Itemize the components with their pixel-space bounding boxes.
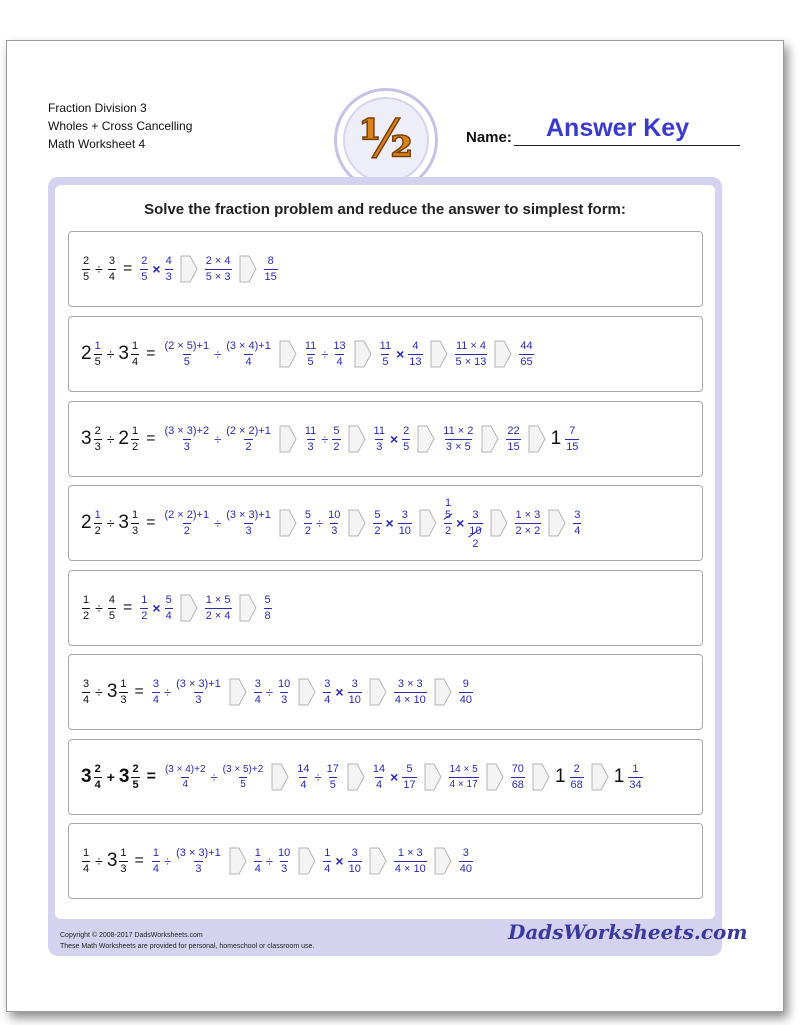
- step-arrow-icon: [424, 763, 442, 791]
- fraction: $\frac{11 \times 2}{3 \times 5}$: [443, 425, 474, 453]
- fraction: $\frac{8}{15}$: [264, 255, 277, 283]
- fraction: $\frac{2}{5}$: [403, 425, 410, 453]
- fraction: $\frac{5}{2}$: [374, 509, 381, 537]
- name-label: Name:: [466, 129, 512, 146]
- step-arrow-icon: [417, 425, 435, 453]
- equals-sign: =: [146, 345, 156, 362]
- problem-row: 3 $\frac{2}{4}$ + 3 $\frac{2}{5}$ = $\frac{(3 \times 4)+2}{4}$ ÷ $\frac{(3 \times 5)+2}{5}$ $\frac{14}{4}$ ÷ $\frac{17}{5}$ $\frac{14}{4}$ × $\frac{5}{17}$ $\frac{14 \times 5}{4 \times 17}$ $\frac{70}{68}$ 1 $\frac{2}{68}$ 1 $\frac{1}{34}$: [81, 763, 642, 791]
- fraction: $\frac{1}{4}$: [254, 847, 261, 875]
- fraction: $\frac{10}{3}$: [278, 847, 291, 875]
- step-arrow-icon: [229, 678, 247, 706]
- multiply-sign: ×: [390, 769, 399, 785]
- fraction: $\frac{3 \times 3}{4 \times 10}$: [394, 678, 426, 706]
- fraction: $\frac{(2 \times 5)+1}{5}$: [164, 340, 210, 368]
- divide-sign: ÷: [315, 515, 324, 531]
- divide-sign: ÷: [321, 431, 329, 447]
- step-arrow-icon: [532, 763, 550, 791]
- worksheet-info: [48, 99, 192, 153]
- fraction: $\frac{(3 \times 4)+1}{4}$: [226, 340, 271, 368]
- fraction: $\frac{1}{3}$: [131, 509, 139, 537]
- fraction: $\frac{17}{5}$: [326, 763, 339, 791]
- problems-panel: [48, 177, 748, 956]
- equals-sign: =: [134, 683, 144, 700]
- step-arrow-icon: [548, 509, 566, 537]
- fraction: $\frac{2}{5}$: [83, 255, 90, 283]
- fraction: $\frac{11}{3}$: [373, 425, 385, 453]
- fraction: $\frac{70}{68}$: [511, 763, 524, 791]
- equals-sign: =: [122, 260, 133, 277]
- fraction: $\frac{1}{3}$: [120, 847, 127, 875]
- divide-sign: ÷: [106, 431, 115, 447]
- fraction: $\frac{5}{2}$: [333, 425, 340, 453]
- equals-sign: =: [146, 514, 156, 531]
- fraction: $\frac{5}{8}$: [264, 594, 271, 622]
- step-arrow-icon: [369, 847, 387, 875]
- step-arrow-icon: [434, 847, 452, 875]
- step-arrow-icon: [434, 678, 452, 706]
- step-arrow-icon: [348, 509, 366, 537]
- plus-sign: +: [106, 769, 115, 785]
- fraction: $\frac{2 \times 4}{5 \times 3}$: [205, 255, 231, 283]
- step-arrow-icon: [180, 594, 198, 622]
- problem-row: [81, 571, 274, 645]
- divide-sign: ÷: [265, 853, 274, 869]
- problem-box: [68, 739, 703, 815]
- fraction: $\frac{3}{4}$: [108, 255, 115, 283]
- fraction: $\frac{2}{5}$: [141, 255, 148, 283]
- step-arrow-icon: [348, 425, 366, 453]
- fraction: $\frac{7}{15}$: [566, 425, 579, 453]
- fraction: $\frac{10}{3}$: [328, 509, 341, 537]
- divide-sign: ÷: [106, 346, 115, 362]
- fraction: $\frac{5}{4}$: [165, 594, 172, 622]
- fraction: $\frac{3}{4}$: [254, 678, 261, 706]
- fraction: $\frac{1}{3}$: [120, 678, 127, 706]
- fraction: $\frac{1}{4}$: [152, 847, 159, 875]
- step-arrow-icon: [430, 340, 448, 368]
- fraction: $\frac{44}{65}$: [520, 340, 533, 368]
- multiply-sign: ×: [335, 853, 344, 869]
- answer-key-text: Answer Key: [546, 114, 690, 142]
- usage-notice: These Math Worksheets are provided for personal, homeschool or classroom use.: [60, 943, 315, 950]
- fraction: $\frac{14}{4}$: [297, 763, 310, 791]
- step-arrow-icon: [298, 847, 316, 875]
- fraction: $\frac{1}{5}$: [94, 340, 101, 368]
- divide-sign: ÷: [95, 600, 103, 616]
- fraction: $\frac{2}{68}$: [570, 763, 583, 791]
- equals-sign: =: [122, 599, 133, 616]
- multiply-sign: ×: [389, 431, 399, 447]
- fraction: $\frac{1 \times 3}{4 \times 10}$: [394, 847, 426, 875]
- cross-cancel-step: [442, 497, 454, 537]
- fraction: $\frac{2}{4}$: [94, 763, 101, 791]
- step-arrow-icon: [229, 847, 247, 875]
- fraction: $\frac{3}{4}$: [83, 678, 90, 706]
- step-arrow-icon: [279, 509, 297, 537]
- fraction: $\frac{1}{4}$: [83, 847, 90, 875]
- divide-sign: ÷: [106, 515, 115, 531]
- problems-inner: [55, 185, 715, 919]
- problem-box: [68, 316, 703, 392]
- problem-row: 2 $\frac{1}{5}$ ÷ 3 $\frac{1}{4}$ = $\frac{(2 \times 5)+1}{5}$ ÷ $\frac{(3 \times 4)+1}{4}$ $\frac{11}{5}$ ÷ $\frac{13}{4}$ $\frac{11}{5}$ × $\frac{4}{13}$ $\frac{11 \times 4}{5 \times 13}$ $\frac{44}{65}$: [81, 340, 533, 368]
- fraction: $\frac{9}{40}$: [459, 678, 472, 706]
- step-arrow-icon: [591, 763, 609, 791]
- fraction: $\frac{(3 \times 3)+1}{3}$: [176, 678, 221, 706]
- fraction: $\frac{11}{5}$: [304, 340, 317, 368]
- copyright-text: Copyright © 2008-2017 DadsWorksheets.com: [60, 932, 203, 939]
- fraction: $\frac{3}{4}$: [324, 678, 331, 706]
- divide-sign: ÷: [321, 346, 329, 362]
- fraction: $\frac{(3 \times 4)+2}{4}$: [164, 764, 206, 790]
- multiply-sign: ×: [396, 346, 405, 362]
- fraction: $\frac{1}{2}$: [94, 509, 101, 537]
- fraction: $\frac{3}{10}$: [398, 509, 411, 537]
- divide-sign: ÷: [314, 769, 322, 785]
- step-arrow-icon: [239, 594, 257, 622]
- svg-text:½: ½: [358, 109, 414, 170]
- fraction: $\frac{1}{4}$: [131, 340, 139, 368]
- fraction: $\frac{(3 \times 5)+2}{5}$: [222, 764, 264, 790]
- step-arrow-icon: [481, 425, 499, 453]
- fraction: $\frac{3}{10}$: [348, 847, 361, 875]
- equals-sign: =: [146, 768, 156, 785]
- problem-row: 2 $\frac{1}{2}$ ÷ 3 $\frac{1}{3}$ = $\frac{(2 \times 2)+1}{2}$ ÷ $\frac{(3 \times 3)+1}{3}$ $\frac{5}{2}$ ÷ $\frac{10}{3}$ $\frac{5}{2}$ × $\frac{3}{10}$ 1 5 2 × 3 10 2 $\frac{1 \times 3}{2 \times 2}$ $\frac{3}{4}$: [81, 497, 581, 550]
- problem-row: $\frac{1}{4}$ ÷ 3 $\frac{1}{3}$ = $\frac{1}{4}$ ÷ $\frac{(3 \times 3)+1}{3}$ $\frac{1}{4}$ ÷ $\frac{10}{3}$ $\frac{1}{4}$ × $\frac{3}{10}$ $\frac{1 \times 3}{4 \times 10}$ $\frac{3}{40}$: [83, 847, 472, 875]
- fraction: $\frac{2}{5}$: [132, 763, 139, 791]
- fraction: $\frac{5}{17}$: [403, 763, 416, 791]
- step-arrow-icon: [271, 763, 289, 791]
- fraction: $\frac{(3 \times 3)+1}{3}$: [176, 847, 221, 875]
- fraction: $\frac{10}{3}$: [278, 678, 291, 706]
- step-arrow-icon: [528, 425, 546, 453]
- step-arrow-icon: [486, 763, 504, 791]
- problem-box: [68, 570, 703, 646]
- step-arrow-icon: [279, 425, 297, 453]
- step-arrow-icon: [369, 678, 387, 706]
- divide-sign: ÷: [95, 684, 103, 700]
- fraction: $\frac{3}{4}$: [574, 509, 581, 537]
- equals-sign: =: [146, 430, 156, 447]
- fraction: $\frac{2}{3}$: [94, 425, 101, 453]
- fraction: $\frac{3}{4}$: [152, 678, 159, 706]
- step-arrow-icon: [354, 340, 372, 368]
- fraction: $\frac{1}{2}$: [131, 425, 139, 453]
- fraction: $\frac{1 \times 3}{2 \times 2}$: [515, 509, 541, 537]
- step-arrow-icon: [494, 340, 512, 368]
- problem-box: [68, 485, 703, 561]
- problem-row: [81, 232, 280, 306]
- fraction: $\frac{14 \times 5}{4 \times 17}$: [449, 764, 478, 790]
- multiply-sign: ×: [456, 515, 465, 531]
- fraction: $\frac{11}{5}$: [379, 340, 392, 368]
- step-arrow-icon: [239, 255, 257, 283]
- footer-copyright: [60, 930, 314, 952]
- fraction: 1 5 2: [444, 497, 452, 537]
- multiply-sign: ×: [152, 261, 161, 277]
- problem-box: [68, 654, 703, 730]
- fraction: $\frac{3}{40}$: [459, 847, 472, 875]
- fraction: 3 10 2: [469, 509, 482, 550]
- fraction: $\frac{4}{5}$: [108, 594, 115, 622]
- worksheet-subtitle: Wholes + Cross Cancelling: [48, 119, 193, 133]
- divide-sign: ÷: [95, 261, 103, 277]
- step-arrow-icon: [347, 763, 365, 791]
- divide-sign: ÷: [163, 853, 172, 869]
- fraction: $\frac{4}{13}$: [409, 340, 422, 368]
- fraction: $\frac{(2 \times 2)+1}{2}$: [226, 425, 271, 453]
- fraction: $\frac{1 \times 5}{2 \times 4}$: [205, 594, 231, 622]
- fraction: $\frac{5}{2}$: [304, 509, 311, 537]
- instructions: Solve the fraction problem and reduce the answer to simplest form:: [144, 201, 626, 218]
- multiply-sign: ×: [152, 600, 161, 616]
- problem-row: 3 $\frac{2}{3}$ ÷ 2 $\frac{1}{2}$ = $\frac{(3 \times 3)+2}{3}$ ÷ $\frac{(2 \times 2)+1}{2}$ $\frac{11}{3}$ ÷ $\frac{5}{2}$ $\frac{11}{3}$ × $\frac{2}{5}$ $\frac{11 \times 2}{3 \times 5}$ $\frac{22}{15}$ 1 $\frac{7}{15}$: [81, 425, 579, 453]
- fraction: $\frac{22}{15}$: [507, 425, 520, 453]
- divide-sign: ÷: [265, 684, 274, 700]
- fraction: $\frac{(3 \times 3)+1}{3}$: [226, 509, 271, 537]
- worksheet-number: Math Worksheet 4: [48, 137, 146, 151]
- divide-sign: ÷: [95, 853, 103, 869]
- fraction: $\frac{1}{4}$: [324, 847, 331, 875]
- fraction: $\frac{11}{3}$: [304, 425, 317, 453]
- step-arrow-icon: [419, 509, 437, 537]
- problem-box: [68, 401, 703, 477]
- dadsworksheets-logo: DadsWorksheets.com: [508, 920, 748, 944]
- divide-sign: ÷: [214, 346, 222, 362]
- step-arrow-icon: [298, 678, 316, 706]
- fraction: $\frac{(3 \times 3)+2}{3}$: [164, 425, 210, 453]
- divide-sign: ÷: [163, 684, 172, 700]
- fraction: $\frac{1}{34}$: [629, 763, 642, 791]
- step-arrow-icon: [279, 340, 297, 368]
- fraction: $\frac{11 \times 4}{5 \times 13}$: [455, 340, 487, 368]
- fraction: $\frac{4}{3}$: [165, 255, 172, 283]
- divide-sign: ÷: [210, 769, 218, 785]
- fraction: $\frac{14}{4}$: [372, 763, 386, 791]
- multiply-sign: ×: [335, 684, 344, 700]
- step-arrow-icon: [180, 255, 198, 283]
- fraction: $\frac{1}{2}$: [141, 594, 148, 622]
- step-arrow-icon: [490, 509, 508, 537]
- name-line: [514, 145, 740, 146]
- problem-box: [68, 231, 703, 307]
- equals-sign: =: [134, 852, 144, 869]
- divide-sign: ÷: [214, 431, 222, 447]
- divide-sign: ÷: [214, 515, 222, 531]
- fraction: $\frac{1}{2}$: [83, 594, 90, 622]
- problem-box: [68, 823, 703, 899]
- fraction: $\frac{(2 \times 2)+1}{2}$: [164, 509, 210, 537]
- multiply-sign: ×: [385, 515, 394, 531]
- fraction: $\frac{3}{10}$: [348, 678, 361, 706]
- problem-row: $\frac{3}{4}$ ÷ 3 $\frac{1}{3}$ = $\frac{3}{4}$ ÷ $\frac{(3 \times 3)+1}{3}$ $\frac{3}{4}$ ÷ $\frac{10}{3}$ $\frac{3}{4}$ × $\frac{3}{10}$ $\frac{3 \times 3}{4 \times 10}$ $\frac{9}{40}$: [83, 678, 472, 706]
- fraction: $\frac{13}{4}$: [333, 340, 346, 368]
- worksheet-title: Fraction Division 3: [48, 101, 147, 115]
